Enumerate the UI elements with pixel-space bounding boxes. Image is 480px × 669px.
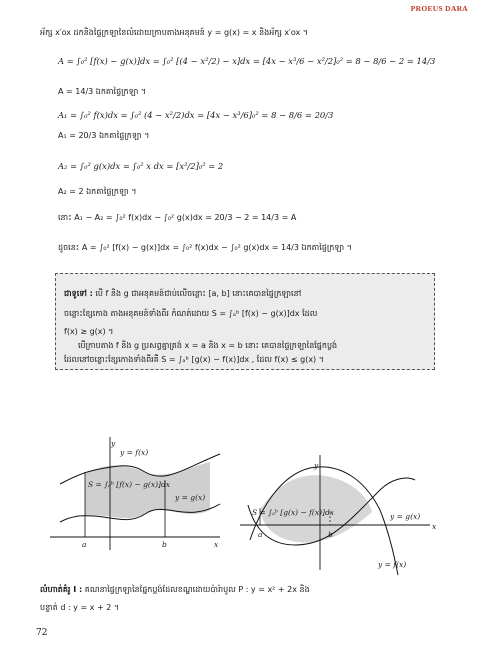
fig1-a-label: a xyxy=(82,540,87,549)
equation-a-note: A = 14/3 ឯកតាផ្ទៃក្រឡា ។ xyxy=(58,87,147,96)
equation-a2: A₂ = ∫₀² g(x)dx = ∫₀² x dx = [x²/2]₀² = 2 xyxy=(58,161,224,171)
rule-line-3: f(x) ≥ g(x) ។ xyxy=(64,327,114,336)
fig1-y-axis-label: y xyxy=(111,439,116,448)
fig2-y-axis-label: y xyxy=(314,461,319,470)
rule-line-4: បើក្រាបតាង f និង g ប្រសព្វគ្នាត្រង់ x = a និង x = b នោះ គេបានផ្ទៃក្រឡានៃផ្នែកប្លង់ xyxy=(78,341,338,350)
example-title: លំហាត់គំរូ I : xyxy=(40,585,83,594)
fig1-b-label: b xyxy=(162,540,167,549)
fig2-x-axis-label: x xyxy=(432,522,437,531)
equation-conclusion: ដូចនេះ A = ∫₀² [f(x) − g(x)]dx = ∫₀² f(x)dx − ∫₀² g(x)dx = 14/3 ឯកតាផ្ទៃក្រឡា ។ xyxy=(58,243,352,252)
example-text-2: បន្ទាត់ d : y = x + 2 ។ xyxy=(40,603,120,612)
fig1-f-label: y = f(x) xyxy=(120,448,149,457)
fig2-b-label: b xyxy=(328,530,333,539)
example-text: គណនាផ្ទៃក្រឡានៃផ្នែកប្លង់ដែលខណ្ឌដោយប៉ារ៉ាបូល P : y = x² + 2x និង xyxy=(82,585,310,594)
equation-a: A = ∫₀² [f(x) − g(x)]dx = ∫₀² [(4 − x²/2) − x]dx = [4x − x³/6 − x²/2]₀² = 8 − 8/6 − 2 = 14/3 xyxy=(58,56,436,66)
equation-a2-note: A₂ = 2 ឯកតាផ្ទៃក្រឡា ។ xyxy=(58,187,137,196)
rule-title: ជាទូទៅ : xyxy=(64,289,93,298)
fig2-f-label: y = f(x) xyxy=(378,560,407,569)
general-rule-box xyxy=(55,273,435,370)
author-header: PROEUS DARA xyxy=(410,4,468,13)
fig1-g-label: y = g(x) xyxy=(175,493,206,502)
fig2-area-label: S = ∫ₐᵇ [g(x) − f(x)]dx xyxy=(252,508,334,517)
page-number: 72 xyxy=(36,628,48,638)
equation-a1-note: A₁ = 20/3 ឯកតាផ្ទៃក្រឡា ។ xyxy=(58,131,150,140)
intro-text: អ័ក្ស x′ox ដកនិងផ្ទៃក្រឡានៃលំដោយក្រាបតាងអនុគមន៍ y = g(x) = x និងអ័ក្ស x′ox ។ xyxy=(40,28,309,37)
fig1-x-axis-label: x xyxy=(214,540,219,549)
rule-line-5: ដែលនៅចន្លោះខ្សែកោងទាំងពីរគឺ S = ∫ₐᵇ [g(x) − f(x)]dx , ដែល f(x) ≤ g(x) ។ xyxy=(64,355,324,364)
fig2-g-label: y = g(x) xyxy=(390,512,421,521)
rule-line-1: បើ f និង g ជាអនុគមន៍ជាប់លើចន្លោះ [a, b] នោះគេបានផ្ទៃក្រឡានៅ xyxy=(92,289,302,298)
equation-difference: នោះ A₁ − A₂ = ∫₀² f(x)dx − ∫₀² g(x)dx = 20/3 − 2 = 14/3 = A xyxy=(58,213,297,222)
equation-a1: A₁ = ∫₀² f(x)dx = ∫₀² (4 − x²/2)dx = [4x − x³/6]₀² = 8 − 8/6 = 20/3 xyxy=(58,110,334,120)
rule-line-2: ចន្លោះខ្សែកោង តាងអនុគមន៍ទាំងពីរ កំណត់ដោយ S = ∫ₐᵇ [f(x) − g(x)]dx ដែល xyxy=(64,309,318,318)
fig2-a-label: a xyxy=(258,530,263,539)
fig1-area-label: S = ∫ₐᵇ [f(x) − g(x)]dx xyxy=(88,480,170,489)
